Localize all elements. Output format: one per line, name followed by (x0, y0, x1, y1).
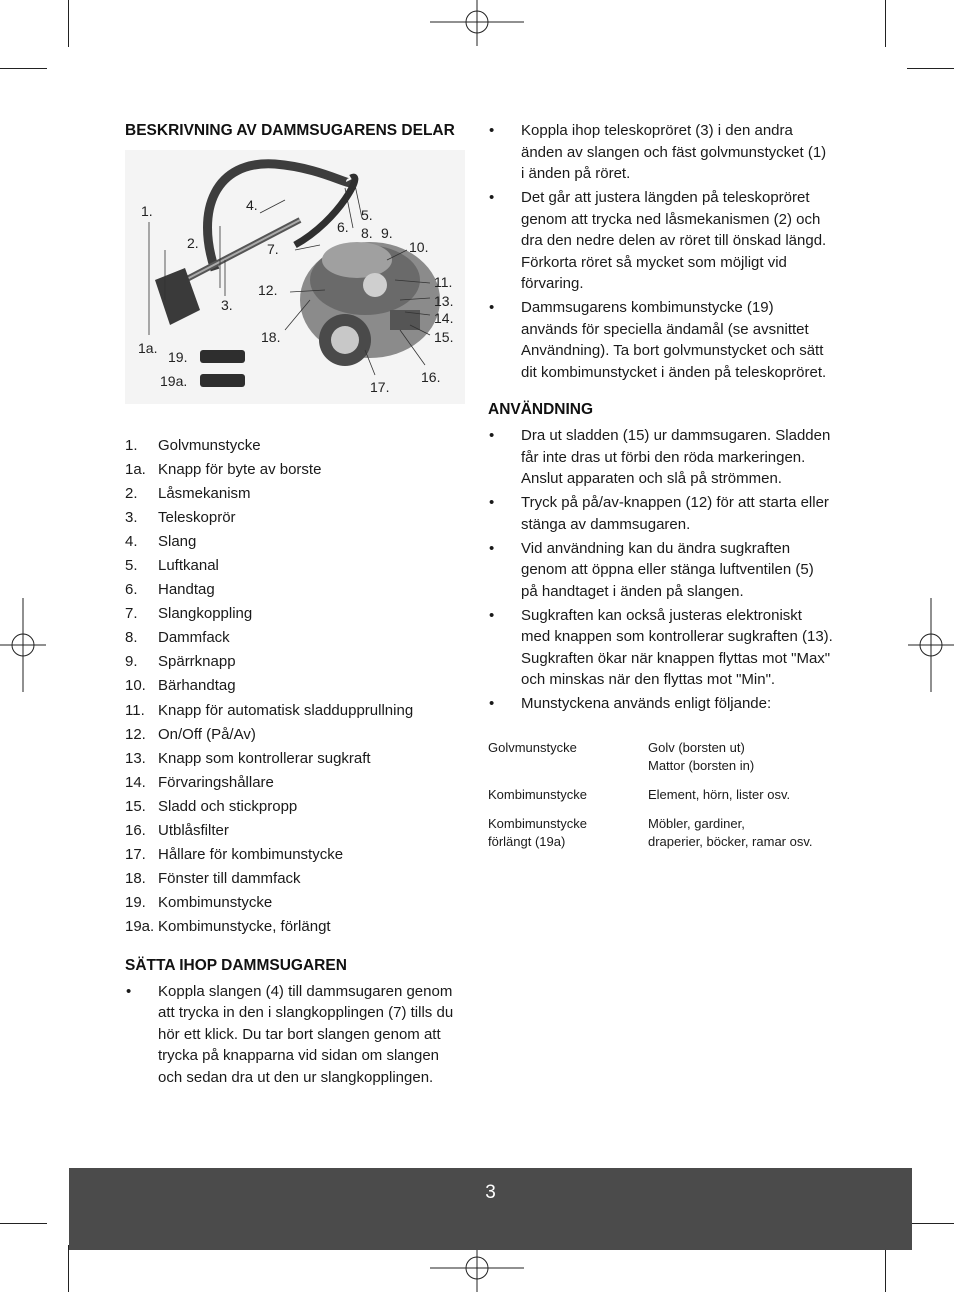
list-item: 9. Spärrknapp (125, 653, 236, 671)
list-item: 7. Slangkoppling (125, 605, 253, 623)
bullet-icon: • (489, 494, 495, 511)
figure-label: 16. (421, 369, 441, 385)
list-item: 19a. Kombimunstycke, förlängt (125, 917, 331, 935)
list-item: 3. Teleskoprör (125, 509, 236, 527)
figure-label: 15. (434, 329, 454, 345)
list-item: 13. Knapp som kontrollerar sugkraft (125, 749, 371, 767)
bullet-icon: • (489, 299, 495, 316)
registration-mark-top (430, 0, 524, 46)
crop-mark (885, 1245, 886, 1292)
bullet-icon: • (489, 122, 495, 139)
list-item: 5. Luftkanal (125, 557, 219, 575)
figure-label: 13. (434, 293, 454, 309)
bullet-icon: • (126, 982, 132, 1000)
table-cell-nozzle: Kombimunstycke (488, 786, 587, 802)
table-row (488, 786, 833, 815)
list-item: • Koppla slangen (4) till dammsugaren genom att trycka in den i slangkopplingen (7) tills du hör ett klick. Du tar bort slangen genom att trycka på knapparna vid sidan om slangen och sedan dra ut den ur slangkopplingen. (126, 982, 454, 1086)
figure-label: 7. (267, 241, 279, 257)
usage-bullet-list (488, 425, 833, 715)
bullet-icon: • (489, 427, 495, 444)
list-item: 11. Knapp för automatisk sladdupprullning (125, 701, 414, 719)
figure-label: 10. (409, 239, 429, 255)
list-item: 14. Förvaringshållare (125, 773, 274, 791)
nozzle-usage-table (488, 739, 833, 862)
footer-bar (69, 1168, 912, 1250)
crop-mark (68, 0, 69, 47)
bullet-icon: • (489, 695, 495, 712)
left-column (125, 120, 465, 1091)
list-item: • Det går att justera längden på teleskopröret genom att trycka ned låsmekanismen (2) och dra den nedre delen av röret till önskad längd. Förkorta röret så mycket som möjligt vid förvaring. (489, 189, 827, 292)
list-item: 6. Handtag (125, 581, 215, 599)
table-cell-nozzle: Kombimunstycke förlängt (19a) (488, 815, 587, 849)
list-item: 15. Sladd och stickpropp (125, 797, 298, 815)
list-item: 1a. Knapp för byte av borste (125, 461, 322, 479)
list-item: 8. Dammfack (125, 629, 230, 647)
usage-heading: ANVÄNDNING (488, 401, 594, 418)
list-item: • Vid användning kan du ändra sugkraften genom att öppna eller stänga luftventilen (5) på handtaget i änden på slangen. (489, 539, 814, 600)
crop-mark (907, 68, 954, 69)
figure-label: 5. (361, 207, 373, 223)
vacuum-cleaner-illustration (125, 150, 465, 404)
figure-label: 8. (361, 225, 373, 241)
page-number: 3 (485, 1182, 496, 1203)
figure-label: 1a. (138, 340, 158, 356)
bullet-icon: • (489, 606, 495, 624)
figure-label: 9. (381, 225, 393, 241)
table-cell-use: Golv (borsten ut) Mattor (borsten in) (648, 739, 755, 773)
list-item: 19. Kombimunstycke (125, 893, 273, 911)
assembly-bullet-list (125, 981, 465, 1089)
figure-label: 19. (168, 349, 188, 365)
table-row (488, 815, 833, 862)
list-item: • Dammsugarens kombimunstycke (19) används för speciella ändamål (se avsnittet Användning). Ta bort golvmunstycket och sätt dit kombimunstycket i änden på teleskopröret. (489, 299, 827, 381)
assembly-bullet-list-continued (488, 120, 833, 383)
figure-label: 2. (187, 235, 199, 251)
bullet-icon: • (489, 189, 495, 206)
crop-mark (885, 0, 886, 47)
vacuum-cleaner-drawing (125, 150, 465, 404)
figure-label: 14. (434, 310, 454, 326)
table-cell-use: Möbler, gardiner, draperier, böcker, ramar osv. (648, 815, 813, 849)
figure-label: 11. (434, 274, 453, 290)
list-item: • Tryck på på/av-knappen (12) för att starta eller stänga av dammsugaren. (489, 494, 829, 533)
figure-label: 18. (261, 329, 281, 345)
figure-label: 6. (337, 219, 349, 235)
right-column (488, 120, 833, 862)
list-item: 10. Bärhandtag (125, 677, 236, 695)
list-item: • Koppla ihop teleskopröret (3) i den andra änden av slangen och fäst golvmunstycket (1) i änden på röret. (489, 122, 827, 182)
figure-label: 4. (246, 197, 258, 213)
list-item: • Sugkraften kan också justeras elektroniskt med knappen som kontrollerar sugkraften (13). Sugkraften ökar när knappen flyttas mot "Max" och minskas när den flyttas mot "Min". (489, 606, 833, 688)
list-item: • Dra ut sladden (15) ur dammsugaren. Sladden får inte dras ut förbi den röda markeringen. Anslut apparaten och slå på strömmen. (489, 427, 831, 487)
registration-mark-right (908, 598, 954, 692)
list-item: 12. On/Off (På/Av) (125, 725, 256, 743)
registration-mark-bottom (430, 1246, 524, 1292)
figure-label: 12. (258, 282, 278, 298)
table-cell-nozzle: Golvmunstycke (488, 739, 577, 755)
table-cell-use: Element, hörn, lister osv. (648, 786, 791, 802)
list-item: 16. Utblåsfilter (125, 821, 229, 839)
assembly-heading: SÄTTA IHOP DAMMSUGAREN (125, 956, 347, 974)
bullet-icon: • (489, 539, 495, 557)
registration-mark-left (0, 598, 46, 692)
crop-mark (0, 1223, 47, 1224)
table-row (488, 739, 833, 786)
figure-label: 3. (221, 297, 233, 313)
list-item: 4. Slang (125, 533, 197, 551)
list-item: 17. Hållare för kombimunstycke (125, 845, 344, 863)
figure-label: 1. (141, 203, 153, 219)
parts-list (125, 434, 465, 939)
crop-mark (907, 1223, 954, 1224)
list-item: • Munstyckena används enligt följande: (488, 693, 833, 715)
crop-mark (0, 68, 47, 69)
crop-mark (68, 1245, 69, 1292)
list-item: 1. Golvmunstycke (125, 437, 261, 454)
list-item: 18. Fönster till dammfack (125, 869, 301, 887)
figure-label: 17. (370, 379, 390, 395)
figure-label: 19a. (160, 373, 188, 389)
list-item: 2. Låsmekanism (125, 485, 251, 503)
parts-heading: BESKRIVNING AV DAMMSUGARENS DELAR (125, 122, 455, 139)
